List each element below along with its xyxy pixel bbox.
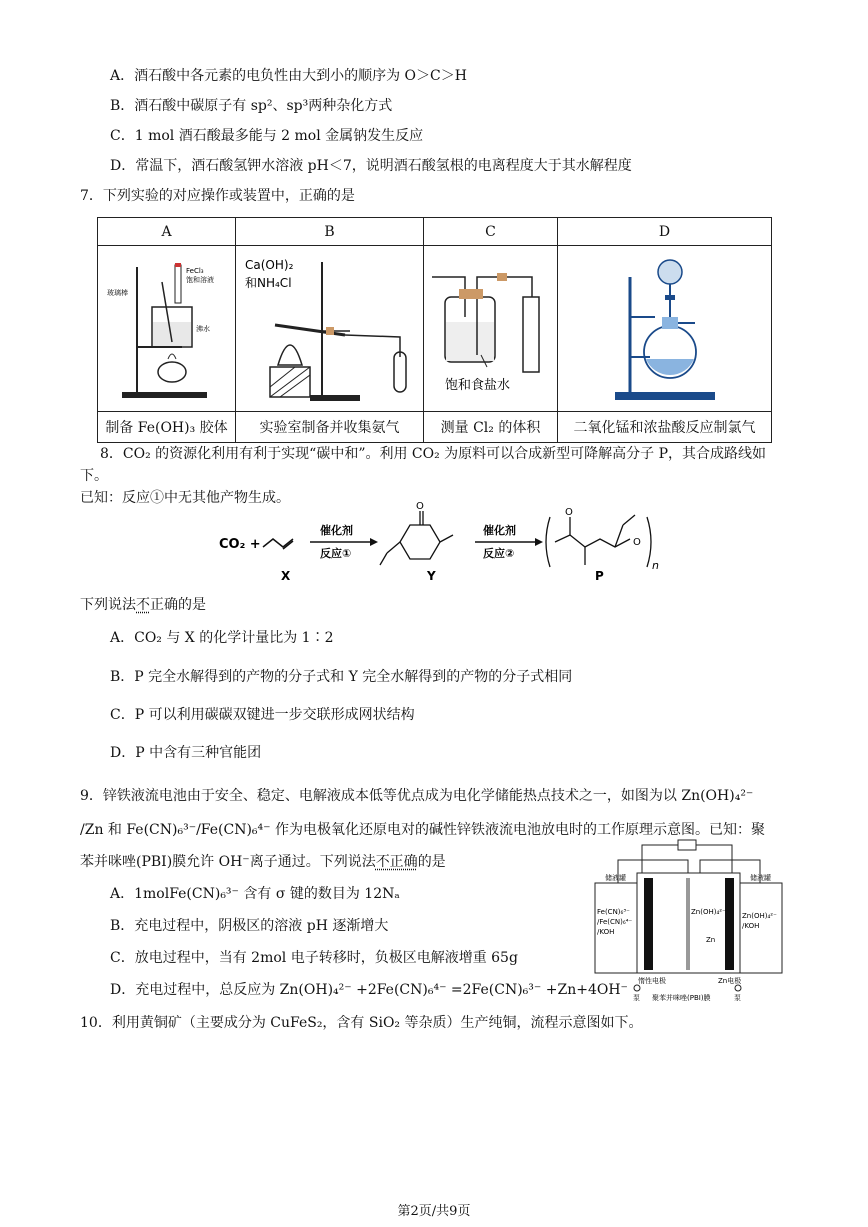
p-carbonyl-o: O <box>565 507 573 518</box>
label-fecl3: FeCl₃ <box>185 266 204 275</box>
cat1: 催化剂 <box>320 524 353 537</box>
q9-option-d: D．充电过程中，总反应为 Zn(OH)₄²⁻ +2Fe(CN)₆⁴⁻ =2Fe(CN)₆³⁻ +Zn+4OH⁻ <box>110 982 628 998</box>
p-ester-o: O <box>633 537 641 548</box>
q8-option-d: D．P 中含有三种官能团 <box>110 745 262 761</box>
y-carbonyl-o: O <box>416 501 424 512</box>
q8-option-a: A．CO₂ 与 X 的化学计量比为 1∶2 <box>110 630 334 646</box>
label-y: Y <box>427 569 436 583</box>
q7-header-c: C <box>424 218 558 246</box>
q7-apparatus-b <box>236 246 424 412</box>
apparatus-d-drawing <box>570 247 760 407</box>
q7-header-d: D <box>558 218 772 246</box>
label-p: P <box>595 569 604 583</box>
q7-apparatus-d <box>558 246 772 412</box>
q8-option-c: C．P 可以利用碳碳双键进一步交联形成网状结构 <box>110 707 415 723</box>
right-solution-1: Zn(OH)₄²⁻ <box>742 912 777 920</box>
q9-option-a: A．1molFe(CN)₆³⁻ 含有 σ 键的数目为 12Nₐ <box>110 886 400 902</box>
q9-option-b: B．充电过程中，阴极区的溶液 pH 逐渐增大 <box>110 918 389 934</box>
label-x: X <box>281 569 291 583</box>
q8-ask <box>80 595 206 615</box>
label-saturated: 饱和溶液 <box>185 275 214 284</box>
q10-stem: 10．利用黄铜矿（主要成分为 CuFeS₂，含有 SiO₂ 等杂质）生产纯铜，流程示意图如下。 <box>80 1015 643 1031</box>
left-solution-3: /KOH <box>597 928 615 936</box>
right-solution-2: /KOH <box>742 922 760 930</box>
left-solution-2: /Fe(CN)₆⁴⁻ <box>597 918 633 926</box>
cat2: 催化剂 <box>483 524 516 537</box>
left-solution-1: Fe(CN)₆³⁻ <box>597 908 630 916</box>
q6-option-d: D．常温下，酒石酸氢钾水溶液 pH＜7，说明酒石酸氢根的电离程度大于其水解程度 <box>110 158 632 174</box>
q6-option-c: C．1 mol 酒石酸最多能与 2 mol 金属钠发生反应 <box>110 128 424 144</box>
q9-option-c: C．放电过程中，当有 2mol 电子转移时，负极区电解液增重 65g <box>110 950 518 966</box>
q7-caption-c: 测量 Cl₂ 的体积 <box>424 412 558 443</box>
tank-right-label: 储液罐 <box>750 874 771 882</box>
q6-option-a: A．酒石酸中各元素的电负性由大到小的顺序为 O＞C＞H <box>110 68 467 84</box>
q7-header-b: B <box>236 218 424 246</box>
q6-option-b: B．酒石酸中碳原子有 sp²、sp³两种杂化方式 <box>110 98 393 114</box>
q7-apparatus-c <box>424 246 558 412</box>
q9-stem3-post: 的是 <box>417 854 446 870</box>
q9-stem-line3 <box>80 852 446 872</box>
q9-battery-diagram <box>590 838 785 1003</box>
q8-stem-line2: 下。 <box>80 468 108 484</box>
co2-plus: CO₂ + <box>219 537 261 552</box>
pump-left-label: 泵 <box>633 994 640 1002</box>
apparatus-a-drawing <box>102 247 232 407</box>
q7-experiment-table <box>97 217 772 443</box>
q7-stem: 7．下列实验的对应操作或装置中，正确的是 <box>80 188 355 204</box>
tank-left-label: 储液罐 <box>605 874 626 882</box>
page-footer: 第2页/共9页 <box>397 1204 471 1219</box>
q8-ask-pre: 下列说法 <box>80 597 136 613</box>
pbi-membrane-label: 聚苯并咪唑(PBI)膜 <box>652 994 711 1002</box>
q8-synthesis-scheme <box>215 497 675 592</box>
q9-stem-line1: 9．锌铁液流电池由于安全、稳定、电解液成本低等优点成为电化学储能热点技术之一，如图为以 Zn(OH)₄²⁻ <box>80 788 754 804</box>
q7-apparatus-a <box>98 246 236 412</box>
pump-right-label: 泵 <box>734 994 741 1002</box>
q9-stem3-em: 不正确 <box>375 854 418 870</box>
q7-caption-d: 二氧化锰和浓盐酸反应制氯气 <box>558 412 772 443</box>
q8-option-b: B．P 完全水解得到的产物的分子式和 Y 完全水解得到的产物的分子式相同 <box>110 669 573 685</box>
q9-stem3-pre: 苯并咪唑(PBI)膜允许 OH⁻离子通过。下列说法 <box>80 854 376 870</box>
subscript-n: n <box>652 559 659 572</box>
q9-stem-line2: /Zn 和 Fe(CN)₆³⁻/Fe(CN)₆⁴⁻ 作为电极氧化还原电对的碱性锌铁液流电池放电时的工作原理示意图。已知：聚 <box>80 822 765 838</box>
inert-electrode-label: 惰性电极 <box>638 977 666 985</box>
q8-ask-post: 正确的是 <box>150 597 206 613</box>
apparatus-c-drawing <box>427 247 555 407</box>
apparatus-b-drawing <box>240 247 420 407</box>
label-saturated-brine: 饱和食盐水 <box>444 377 510 393</box>
zn-label: Zn <box>706 936 716 944</box>
mid-solution: Zn(OH)₄²⁻ <box>691 908 726 916</box>
label-glass-rod: 玻璃棒 <box>106 288 128 297</box>
label-caoh2: Ca(OH)₂ <box>244 257 293 272</box>
label-nh4cl: 和NH₄Cl <box>244 275 292 290</box>
zn-electrode-label: Zn电极 <box>718 977 742 985</box>
q7-caption-b: 实验室制备并收集氨气 <box>236 412 424 443</box>
label-boiling-water: 沸水 <box>195 324 210 333</box>
rxn1: 反应① <box>320 547 352 560</box>
rxn2: 反应② <box>483 547 515 560</box>
q7-caption-a: 制备 Fe(OH)₃ 胶体 <box>98 412 236 443</box>
q8-stem-line1: 8．CO₂ 的资源化利用有利于实现“碳中和”。利用 CO₂ 为原料可以合成新型可降解高分子 P，其合成路线如 <box>100 446 767 462</box>
q8-ask-em: 不 <box>136 597 150 613</box>
q7-header-a: A <box>98 218 236 246</box>
q8-known: 已知：反应①中无其他产物生成。 <box>80 490 290 506</box>
